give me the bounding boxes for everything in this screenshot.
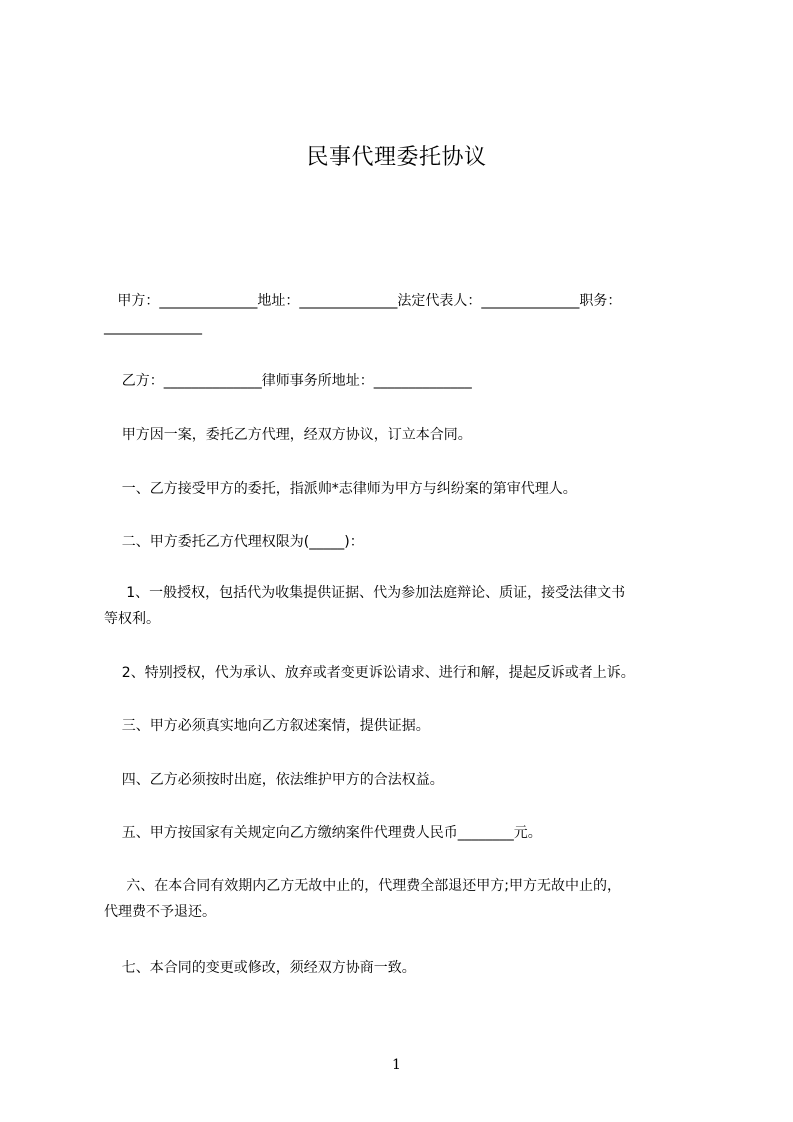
- page-number: 1: [392, 1057, 401, 1073]
- clause-6-line-1: 六、在本合同有效期内乙方无故中止的，代理费全部退还甲方;甲方无故中止的，: [104, 878, 621, 894]
- clause-2-paragraph: 二、甲方委托乙方代理权限为(_____)：: [104, 534, 364, 550]
- clause-1-paragraph: 一、乙方接受甲方的委托，指派帅*志律师为甲方与纠纷案的第审代理人。: [104, 481, 577, 497]
- party-a-line-1: 甲方：______________地址：______________法定代表人：______________职务：: [104, 293, 622, 309]
- document-title: 民事代理委托协议: [306, 145, 487, 170]
- clause-2-2-paragraph: 2、特别授权，代为承认、放弃或者变更诉讼请求、进行和解，提起反诉或者上诉。: [104, 665, 635, 681]
- party-a-line-2: ______________: [104, 319, 202, 335]
- clause-6-line-2: 代理费不予退还。: [104, 904, 216, 920]
- intro-paragraph: 甲方因一案，委托乙方代理，经双方协议，订立本合同。: [104, 427, 472, 443]
- clause-7-paragraph: 七、本合同的变更或修改，须经双方协商一致。: [104, 960, 416, 976]
- party-a-paragraph: [104, 288, 716, 340]
- clause-2-1-paragraph: [104, 580, 716, 632]
- clause-6-paragraph: [104, 873, 716, 925]
- clause-5-paragraph: 五、甲方按国家有关规定向乙方缴纳案件代理费人民币________元。: [104, 825, 542, 841]
- clause-4-paragraph: 四、乙方必须按时出庭，依法维护甲方的合法权益。: [104, 772, 444, 788]
- party-b-paragraph: 乙方：______________律师事务所地址：______________: [104, 373, 472, 389]
- clause-3-paragraph: 三、甲方必须真实地向乙方叙述案情，提供证据。: [104, 718, 430, 734]
- clause-2-1-line-1: 1、一般授权，包括代为收集提供证据、代为参加法庭辩论、质证，接受法律文书: [104, 585, 626, 601]
- clause-2-1-line-2: 等权利。: [104, 611, 160, 627]
